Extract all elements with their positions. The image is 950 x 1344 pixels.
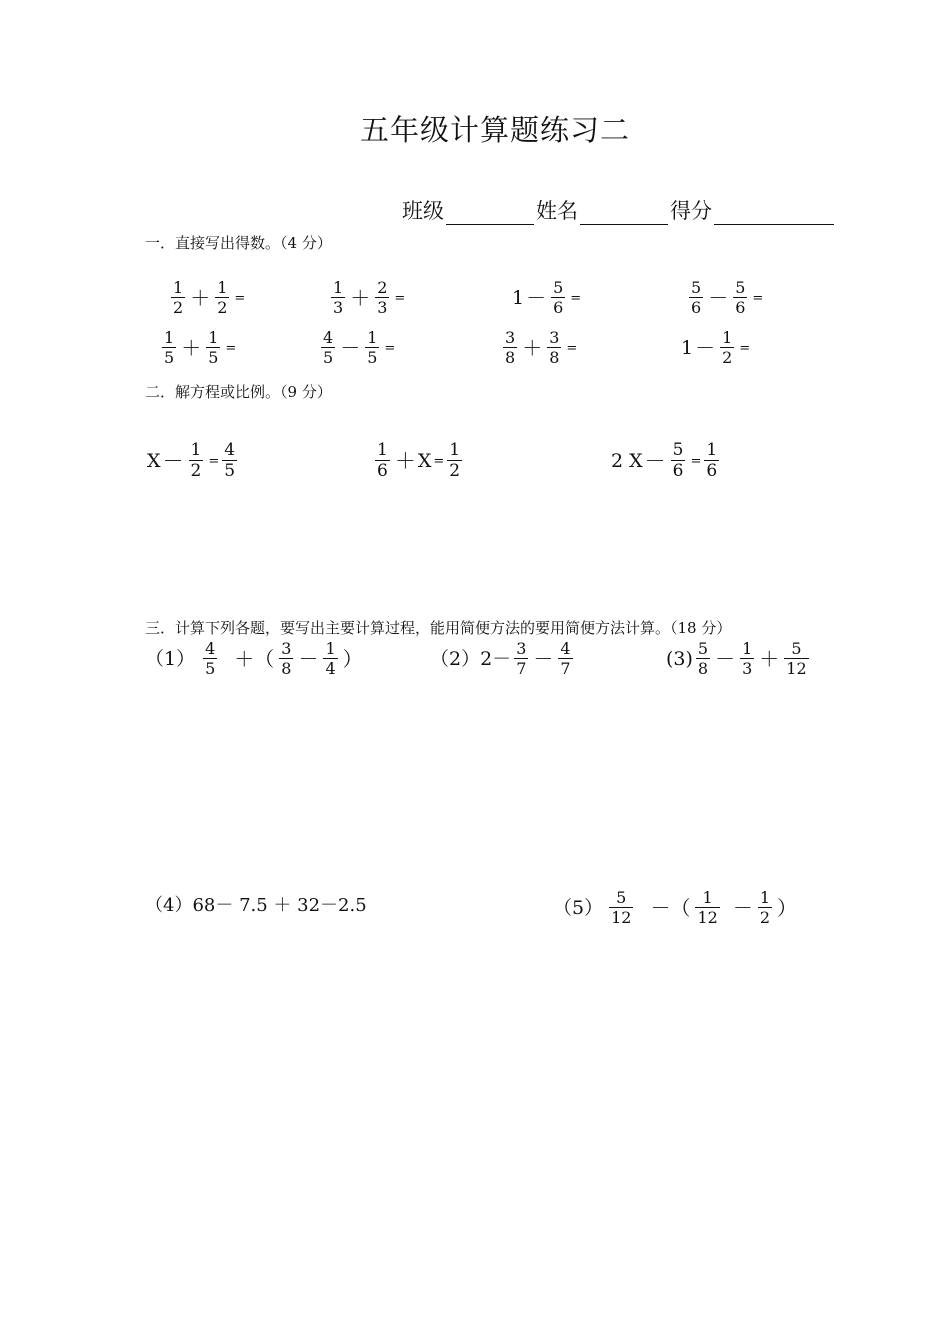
q3-problem-4: （4）68－ 7.5 ＋ 32－2.5 <box>145 895 367 916</box>
fraction: $\frac{3}{8}$ <box>505 328 516 367</box>
fraction: $\frac{1}{12}$ <box>697 888 718 927</box>
q3-problem-2: （2） 2－ $\frac{3}{7}$ － $\frac{4}{7}$ <box>430 639 571 678</box>
fraction: $\frac{1}{5}$ <box>164 328 175 367</box>
fraction: $\frac{1}{6}$ <box>377 440 388 481</box>
fraction: $\frac{3}{8}$ <box>549 328 560 367</box>
fraction: $\frac{5}{12}$ <box>611 888 632 927</box>
q2-equation-2: $\frac{1}{6}$ ＋ X = $\frac{1}{2}$ <box>377 440 461 481</box>
student-info-line <box>402 195 836 225</box>
fraction: $\frac{1}{2}$ <box>449 440 461 481</box>
fraction: $\frac{5}{6}$ <box>672 440 684 481</box>
fraction: $\frac{1}{2}$ <box>722 328 733 367</box>
name-blank[interactable] <box>580 200 668 225</box>
fraction: $\frac{1}{2}$ <box>190 440 202 481</box>
section-3-heading: 三．计算下列各题，要写出主要计算过程，能用简便方法的要用简便方法计算。（18 分） <box>145 619 732 637</box>
q1-item-6: $\frac{4}{5}$ － $\frac{1}{5}$ = <box>323 328 396 367</box>
name-label: 姓名 <box>536 199 578 223</box>
fraction: $\frac{2}{3}$ <box>377 278 388 317</box>
fraction: $\frac{3}{7}$ <box>516 639 527 678</box>
q3-problem-1: （1） $\frac{4}{5}$ ＋（ $\frac{3}{8}$ － $\frac{1}{4}$ ） <box>145 639 363 678</box>
fraction: $\frac{4}{7}$ <box>560 639 571 678</box>
section-2-heading: 二．解方程或比例。（9 分） <box>145 383 332 401</box>
fraction: $\frac{4}{5}$ <box>323 328 334 367</box>
score-blank[interactable] <box>714 200 834 225</box>
q1-item-3: 1 － $\frac{5}{6}$ = <box>512 278 582 317</box>
q2-equation-1: X － $\frac{1}{2}$ = $\frac{4}{5}$ <box>147 440 236 481</box>
fraction: $\frac{4}{5}$ <box>224 440 236 481</box>
fraction: $\frac{5}{12}$ <box>786 639 807 678</box>
fraction: $\frac{5}{8}$ <box>697 639 709 678</box>
q1-item-7: $\frac{3}{8}$ ＋ $\frac{3}{8}$ = <box>505 328 578 367</box>
fraction: $\frac{5}{6}$ <box>735 278 746 317</box>
fraction: $\frac{5}{6}$ <box>553 278 564 317</box>
q1-item-5: $\frac{1}{5}$ ＋ $\frac{1}{5}$ = <box>164 328 237 367</box>
page-title: 五年级计算题练习二 <box>359 113 630 147</box>
fraction: $\frac{1}{2}$ <box>173 278 184 317</box>
class-blank[interactable] <box>446 200 534 225</box>
fraction: $\frac{1}{3}$ <box>333 278 344 317</box>
q1-item-4: $\frac{5}{6}$ － $\frac{5}{6}$ = <box>691 278 764 317</box>
fraction: $\frac{1}{3}$ <box>742 639 753 678</box>
q3-problem-3: (3) $\frac{5}{8}$ － $\frac{1}{3}$ ＋ $\frac{5}{12}$ <box>666 639 807 678</box>
fraction: $\frac{1}{5}$ <box>367 328 378 367</box>
fraction: $\frac{1}{4}$ <box>325 639 336 678</box>
fraction: $\frac{1}{2}$ <box>217 278 228 317</box>
q1-item-2: $\frac{1}{3}$ ＋ $\frac{2}{3}$ = <box>333 278 406 317</box>
q1-item-8: 1 － $\frac{1}{2}$ = <box>681 328 751 367</box>
score-label: 得分 <box>670 199 712 223</box>
fraction: $\frac{1}{6}$ <box>706 440 718 481</box>
fraction: $\frac{4}{5}$ <box>205 639 216 678</box>
fraction: $\frac{5}{6}$ <box>691 278 702 317</box>
class-label: 班级 <box>402 199 444 223</box>
q1-item-1: $\frac{1}{2}$ ＋ $\frac{1}{2}$ = <box>173 278 246 317</box>
q2-equation-3: 2 X － $\frac{5}{6}$ = $\frac{1}{6}$ <box>611 440 718 481</box>
fraction: $\frac{1}{2}$ <box>759 888 770 927</box>
fraction: $\frac{3}{8}$ <box>281 639 292 678</box>
q3-problem-5: （5） $\frac{5}{12}$ －（ $\frac{1}{12}$ － $\frac{1}{2}$ ） <box>553 888 797 927</box>
section-1-heading: 一．直接写出得数。（4 分） <box>145 234 332 252</box>
fraction: $\frac{1}{5}$ <box>208 328 219 367</box>
